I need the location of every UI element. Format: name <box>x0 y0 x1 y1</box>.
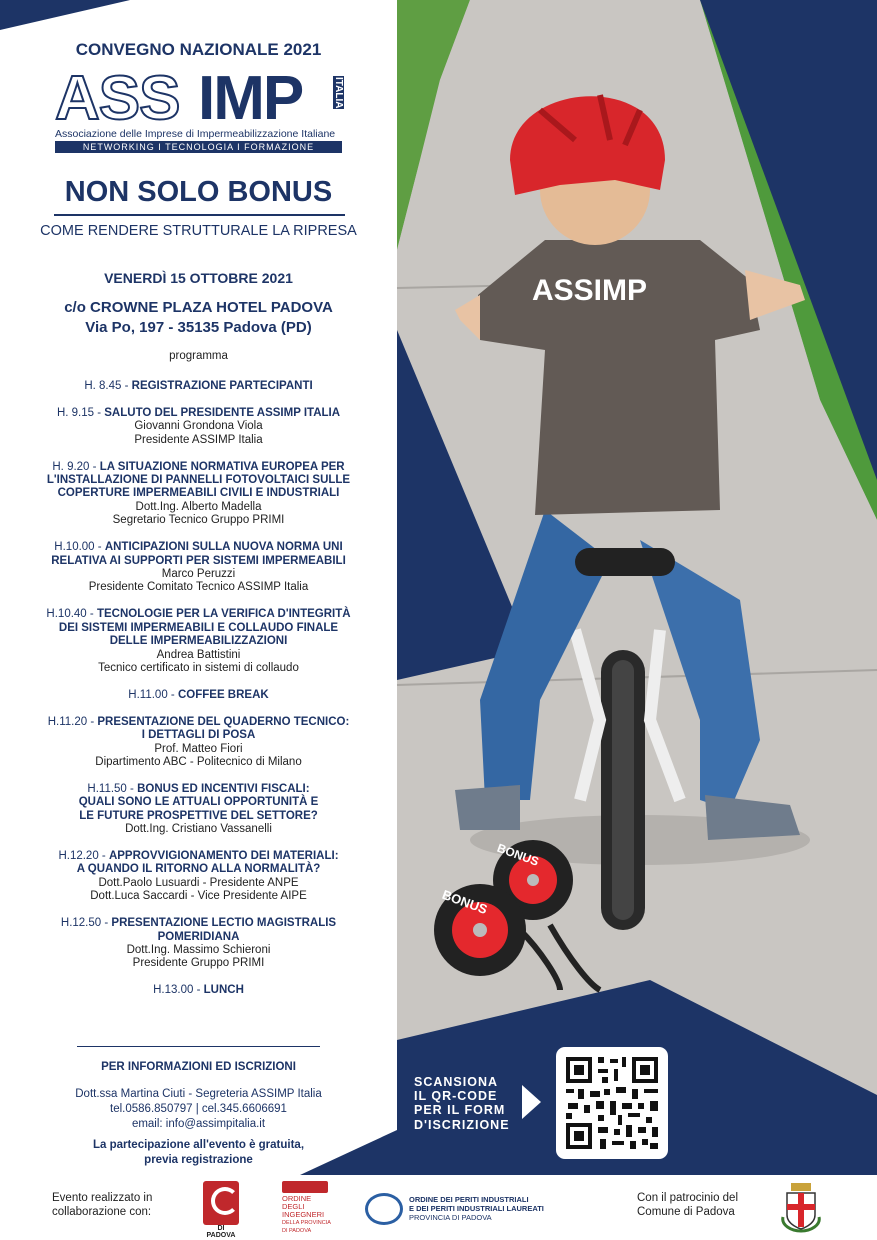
event-subtitle: COME RENDERE STRUTTURALE LA RIPRESA <box>40 223 357 239</box>
program-title-line <box>0 810 397 823</box>
program-time-title <box>0 608 397 621</box>
scan-line-2: IL QR-CODE <box>414 1089 498 1104</box>
logo-ass: ASS <box>55 64 180 133</box>
program-title: LUNCH <box>203 984 244 997</box>
program-title: A QUANDO IL RITORNO ALLA NORMALITÀ? <box>76 863 321 876</box>
padova-crest-icon <box>781 1181 821 1233</box>
patrocinio-line-2: Comune di Padova <box>637 1206 735 1218</box>
program-time-title <box>0 716 397 729</box>
program-title-line <box>0 487 397 500</box>
program-separator: - <box>193 984 204 997</box>
program-separator: - <box>86 608 97 621</box>
program-separator: - <box>94 541 105 554</box>
program-title: QUALI SONO LE ATTUALI OPPORTUNITÀ E <box>78 796 319 809</box>
logo-imp: IMP <box>198 64 303 133</box>
qr-code[interactable] <box>556 1047 668 1159</box>
program-title: LE FUTURE PROSPETTIVE DEL SETTORE? <box>79 809 318 822</box>
program-title: I DETTAGLI DI POSA <box>141 729 256 742</box>
logo-association-name: Associazione delle Imprese di Impermeabilizzazione Italiane <box>55 128 336 140</box>
program-time: H. 8.45 <box>84 380 122 392</box>
program-separator: - <box>126 782 138 795</box>
ordine-ingegneri-line: ORDINE <box>282 1194 312 1203</box>
patrocinio-line-1: Con il patrocinio del <box>637 1192 739 1204</box>
program-title: ANTICIPAZIONI SULLA NUOVA NORMA UNI <box>104 541 343 554</box>
program-title: REGISTRAZIONE PARTECIPANTI <box>131 380 313 392</box>
program-time: H.12.20 <box>58 849 99 862</box>
program-time-title <box>0 783 397 796</box>
program-title: TECNOLOGIE PER LA VERIFICA D'INTEGRITÀ <box>96 608 351 621</box>
program-time-title <box>0 850 397 863</box>
wheel-label-2: BONUS <box>440 886 490 918</box>
program-title: LA SITUAZIONE NORMATIVA EUROPEA PER <box>99 460 345 473</box>
ordine-ingegneri-line: INGEGNERI <box>282 1210 325 1219</box>
program-time: H.11.00 <box>128 688 168 701</box>
program-title-line <box>0 729 397 742</box>
event-venue <box>0 298 397 338</box>
program-time-title <box>0 689 397 702</box>
program-time: H.13.00 <box>153 984 194 997</box>
program-title-line <box>0 635 397 648</box>
program-time: H.10.00 <box>54 541 95 554</box>
program-title: BONUS ED INCENTIVI FISCALI: <box>137 782 310 795</box>
program-speaker: Dott.Ing. Massimo Schieroni <box>126 943 271 956</box>
collab-line-1: Evento realizzato in <box>52 1192 153 1204</box>
shirt-logo: ASSIMP <box>532 274 648 307</box>
assimp-logo <box>55 64 344 154</box>
program-speaker: Prof. Matteo Fiori <box>154 742 243 755</box>
periti-line-3: PROVINCIA DI PADOVA <box>409 1213 492 1222</box>
info-phones: tel.0586.850797 | cel.345.6606691 <box>110 1103 287 1115</box>
scan-line-1: SCANSIONA <box>414 1075 499 1089</box>
program-separator: - <box>89 460 100 473</box>
program-title: DELLE IMPERMEABILIZZAZIONI <box>109 635 288 648</box>
program-item <box>0 461 397 528</box>
info-email[interactable]: email: info@assimpitalia.it <box>131 1118 266 1130</box>
program-time-title <box>0 407 397 420</box>
logo-italia: ITALIA <box>333 77 344 109</box>
scan-cta <box>414 1075 514 1132</box>
program-title-line <box>0 474 397 487</box>
program-title: APPROVVIGIONAMENTO DEI MATERIALI: <box>108 849 339 862</box>
program-separator: - <box>94 406 105 419</box>
program-time: H.11.50 <box>87 782 127 795</box>
program-separator: - <box>98 849 109 862</box>
info-note-2: previa registrazione <box>144 1154 253 1166</box>
program-speaker: Marco Peruzzi <box>161 567 236 580</box>
program-speaker: Presidente Gruppo PRIMI <box>132 957 265 970</box>
program-separator: - <box>121 380 132 392</box>
venue-name: c/o CROWNE PLAZA HOTEL PADOVA <box>64 299 333 316</box>
collegio-geometri-logo <box>203 1181 239 1239</box>
program-item <box>0 608 397 675</box>
program-time-title <box>0 541 397 554</box>
program-title-line <box>0 931 397 944</box>
program-speaker: Dott.Paolo Lusuardi - Presidente ANPE <box>98 876 299 889</box>
info-section <box>0 1060 397 1168</box>
program-speaker: Giovanni Grondona Viola <box>134 420 263 433</box>
program-separator: - <box>87 715 98 728</box>
program-time: H.12.50 <box>60 917 102 930</box>
event-date: VENERDÌ 15 OTTOBRE 2021 <box>104 270 293 286</box>
program-speaker: Dott.Ing. Alberto Madella <box>135 500 262 513</box>
event-title: NON SOLO BONUS <box>64 176 333 208</box>
program-item <box>0 917 397 971</box>
program-time: H. 9.20 <box>52 460 90 473</box>
program-separator: - <box>167 688 178 701</box>
footer-collab <box>52 1191 152 1219</box>
info-divider <box>77 1046 320 1047</box>
program-time-title <box>0 380 397 393</box>
program-item <box>0 850 397 904</box>
scan-line-3: PER IL FORM <box>414 1103 506 1118</box>
periti-emblem-icon <box>365 1193 403 1225</box>
program-item <box>0 783 397 837</box>
program-title: RELATIVA AI SUPPORTI PER SISTEMI IMPERMEABILI <box>51 554 346 567</box>
program-item <box>0 689 397 702</box>
ordine-ingegneri-line: DELLA PROVINCIA <box>282 1220 331 1226</box>
ordine-ingegneri-line: DEGLI <box>282 1202 305 1211</box>
program-title: COPERTURE IMPERMEABILI CIVILI E INDUSTRIALI <box>57 487 340 500</box>
program-item <box>0 984 397 997</box>
programma-label: programma <box>169 350 228 362</box>
program-title-line <box>0 622 397 635</box>
program-title: SALUTO DEL PRESIDENTE ASSIMP ITALIA <box>104 406 341 419</box>
program-title: PRESENTAZIONE LECTIO MAGISTRALIS <box>111 917 337 930</box>
info-contact: Dott.ssa Martina Ciuti - Segreteria ASSIMP Italia <box>75 1088 322 1100</box>
program-speaker: Presidente Comitato Tecnico ASSIMP Italia <box>88 581 309 594</box>
logo-tagline: NETWORKING I TECNOLOGIA I FORMAZIONE <box>55 141 342 153</box>
periti-line-1: ORDINE DEI PERITI INDUSTRIALI <box>409 1195 529 1204</box>
collegio-label: DI PADOVA <box>206 1225 236 1239</box>
periti-line-2: E DEI PERITI INDUSTRIALI LAUREATI <box>409 1204 544 1213</box>
program-item <box>0 716 397 770</box>
title-divider <box>54 214 345 216</box>
program-item <box>0 380 397 393</box>
arrow-right-icon <box>522 1085 541 1119</box>
footer-patrocinio <box>637 1191 738 1219</box>
program-title: L'INSTALLAZIONE DI PANNELLI FOTOVOLTAICI SULLE <box>46 474 351 487</box>
program-time-title <box>0 917 397 930</box>
info-note-1: La partecipazione all'evento è gratuita, <box>92 1139 305 1151</box>
program-list <box>0 380 397 1011</box>
program-title-line <box>0 796 397 809</box>
program-time: H.10.40 <box>46 608 87 621</box>
program-speaker: Tecnico certificato in sistemi di collaudo <box>98 661 299 674</box>
qr-code-icon <box>556 1047 668 1159</box>
wheel-label-1: BONUS <box>495 840 541 869</box>
program-title-line <box>0 555 397 568</box>
program-title: PRESENTAZIONE DEL QUADERNO TECNICO: <box>97 715 350 728</box>
program-title: DEI SISTEMI IMPERMEABILI E COLLAUDO FINALE <box>58 621 339 634</box>
program-speaker: Segretario Tecnico Gruppo PRIMI <box>112 514 285 527</box>
program-speaker: Dott.Luca Saccardi - Vice Presidente AIPE <box>90 890 307 903</box>
program-speaker: Dipartimento ABC - Politecnico di Milano <box>95 755 302 768</box>
program-time-title <box>0 461 397 474</box>
scan-line-4: D'ISCRIZIONE <box>414 1117 510 1132</box>
convegno-heading: CONVEGNO NAZIONALE 2021 <box>75 40 322 59</box>
program-speaker: Andrea Battistini <box>156 648 241 661</box>
program-time: H.11.20 <box>47 715 88 728</box>
program-time: H. 9.15 <box>56 406 95 419</box>
program-speaker: Dott.Ing. Cristiano Vassanelli <box>125 823 272 836</box>
collab-line-2: collaborazione con: <box>52 1206 152 1218</box>
ordine-ingegneri-line: DI PADOVA <box>282 1228 312 1234</box>
program-speaker: Presidente ASSIMP Italia <box>134 433 263 446</box>
child-bike-photo <box>397 0 877 1175</box>
program-title-line <box>0 863 397 876</box>
program-item <box>0 541 397 595</box>
program-time-title <box>0 984 397 997</box>
program-item <box>0 407 397 447</box>
ordine-periti-logo <box>365 1193 555 1223</box>
ordine-ingegneri-logo <box>282 1181 332 1237</box>
footer <box>0 1175 877 1240</box>
program-title: POMERIDIANA <box>157 930 240 943</box>
info-heading: PER INFORMAZIONI ED ISCRIZIONI <box>101 1061 296 1073</box>
venue-address: Via Po, 197 - 35135 Padova (PD) <box>85 319 312 336</box>
program-title: COFFEE BREAK <box>177 688 269 701</box>
program-separator: - <box>101 917 112 930</box>
